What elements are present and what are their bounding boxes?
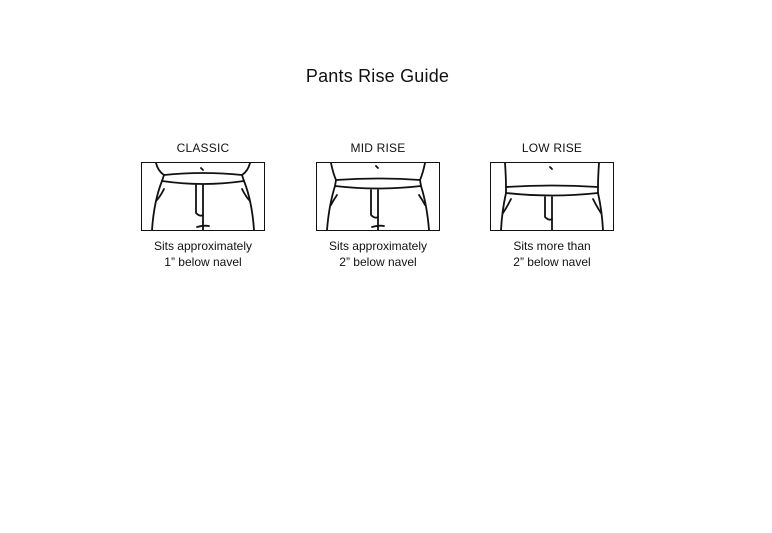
mid-rise-pants-illustration [316, 162, 440, 231]
rise-card-mid [316, 140, 440, 270]
rise-desc-line2: 1” below navel [164, 255, 242, 269]
rise-desc-line1: Sits approximately [153, 239, 253, 253]
rise-desc-line1: Sits more than [513, 239, 591, 253]
rise-desc-line1: Sits approximately [328, 239, 428, 253]
rise-description [306, 238, 450, 270]
rise-card-low [490, 140, 614, 270]
rise-label: LOW RISE [521, 141, 583, 155]
page-title: Pants Rise Guide [305, 66, 450, 86]
pants-svg [142, 163, 264, 230]
rise-desc-line2: 2” below navel [339, 255, 417, 269]
pants-svg [317, 163, 439, 230]
rise-label: CLASSIC [176, 141, 230, 155]
rise-desc-line2: 2” below navel [513, 255, 591, 269]
rise-card-classic [141, 140, 265, 270]
pants-svg [491, 163, 613, 230]
classic-rise-pants-illustration [141, 162, 265, 231]
rise-description [131, 238, 275, 270]
rise-label: MID RISE [350, 141, 406, 155]
low-rise-pants-illustration [490, 162, 614, 231]
rise-description [480, 238, 624, 270]
